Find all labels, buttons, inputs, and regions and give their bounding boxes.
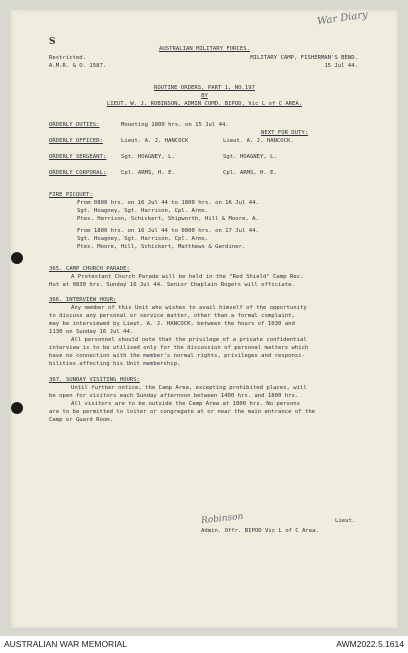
section-heading: 367. SUNDAY VISITING HOURS: [49, 377, 140, 383]
issue-date: 15 Jul 44. [324, 63, 358, 69]
section-line: All visitors are to be outside the Camp Area at 1800 hrs. No persons [71, 401, 301, 407]
footer-institution: AUSTRALIAN WAR MEMORIAL [4, 639, 127, 649]
section-line: Any member of this Unit who wishes to avail himself of the opportunity [71, 305, 307, 311]
handwritten-note: War Diary [316, 9, 369, 28]
duty-role-label: ORDERLY CORPORAL: [49, 170, 107, 176]
duty-current: Cpl. ARMS, H. E. [121, 170, 175, 176]
section-line: to discuss any personal or service matter, other than a formal complaint, [49, 313, 295, 319]
duty-current: Lieut. A. J. HANCOCK [121, 138, 189, 144]
signatory-title: Admin. Offr. BIPOD Vic L of C Area. [201, 528, 319, 534]
orders-by: BY [201, 93, 208, 99]
fire-picquet-line: Sgt. Hoagney, Sgt. Harrison, Cpl. Arms. [77, 236, 209, 242]
section-line: All personnel should note that the privilege of a private confidential [71, 337, 307, 343]
section-line: 1130 on Sunday 16 Jul 44. [49, 329, 134, 335]
mounting-time: Mounting 1800 hrs. on 15 Jul 44. [121, 122, 229, 128]
section-line: bilities affecting his Unit membership. [49, 361, 181, 367]
section-heading: 366. INTERVIEW HOUR: [49, 297, 117, 303]
location: MILITARY CAMP, FISHERMAN'S BEND. [250, 55, 358, 61]
fire-picquet-line: From 1800 hrs. on 16 Jul 44 to 0800 hrs. on 17 Jul 44. [77, 228, 259, 234]
fire-picquet-label: FIRE PICQUET: [49, 192, 93, 198]
punch-hole [11, 252, 23, 264]
section-line: Until further notice, the Camp Area, excepting prohibited places, will [71, 385, 307, 391]
orders-title: ROUTINE ORDERS, PART 1, NO.197 [153, 85, 256, 91]
next-for-duty-label: NEXT FOR DUTY: [261, 130, 309, 136]
fire-picquet-line: From 0800 hrs. on 16 Jul 44 to 1800 hrs. on 16 Jul 44. [77, 200, 259, 206]
section-line: Camp or Guard Room. [49, 417, 113, 423]
section-line: A Protestant Church Parade will be held in the "Red Shield" Camp Rec. [71, 274, 304, 280]
archive-footer [0, 636, 408, 653]
signature: Robinson [200, 511, 244, 527]
fire-picquet-line: Sgt. Hoagney, Sgt. Harrison, Cpl. Arms. [77, 208, 209, 214]
section-line: are to be permitted to loiter or congregate at or near the main entrance of the [49, 409, 316, 415]
signatory-rank: Lieut. [335, 518, 356, 524]
section-line: Hut at 0830 hrs. Sunday 16 Jul 44. Senior Chaplain Rogers will officiate. [49, 282, 295, 288]
section-line: interview is to be utilised only for the discussion of personal matters which [49, 345, 309, 351]
fire-picquet-line: Ptes. Moore, Hill, Schickert, Matthews & Gardiner. [77, 244, 246, 250]
duty-next: Lieut. A. J. HANCOCK. [223, 138, 294, 144]
margin-mark: S [49, 37, 56, 47]
footer-accession-number: AWM2022.5.1614 [336, 639, 404, 649]
orders-authority: LIEUT. W. J. ROBINSON, ADMIN COMD. BIPOD, Vic L of C AREA. [106, 101, 303, 107]
duty-current: Sgt. HOAGNEY, L. [121, 154, 175, 160]
section-line: have no connection with the member's normal rights, privileges and responsi- [49, 353, 305, 359]
duty-next: Cpl. ARMS, H. E. [223, 170, 277, 176]
fire-picquet-line: Ptes. Harrison, Schickert, Shipworth, Hill & Moore, A. [77, 216, 259, 222]
punch-hole [11, 402, 23, 414]
duty-role-label: ORDERLY SERGEANT: [49, 154, 107, 160]
section-heading: 365. CAMP CHURCH PARADE: [49, 266, 130, 272]
section-line: may be interviewed by Lieut. A. J. HANCOCK, between the hours of 1030 and [49, 321, 295, 327]
reference-number: A.M.R. & O. 1587. [49, 63, 107, 69]
orderly-duties-label: ORDERLY DUTIES: [49, 122, 100, 128]
duty-role-label: ORDERLY OFFICER: [49, 138, 103, 144]
duty-next: Sgt. HOAGNEY, L. [223, 154, 277, 160]
section-line: be open for visitors each Sunday afternoon between 1400 hrs. and 1800 hrs. [49, 393, 299, 399]
restricted-label: Restricted. [49, 55, 87, 61]
document-page [11, 10, 398, 628]
org-heading: AUSTRALIAN MILITARY FORCES. [159, 46, 250, 52]
